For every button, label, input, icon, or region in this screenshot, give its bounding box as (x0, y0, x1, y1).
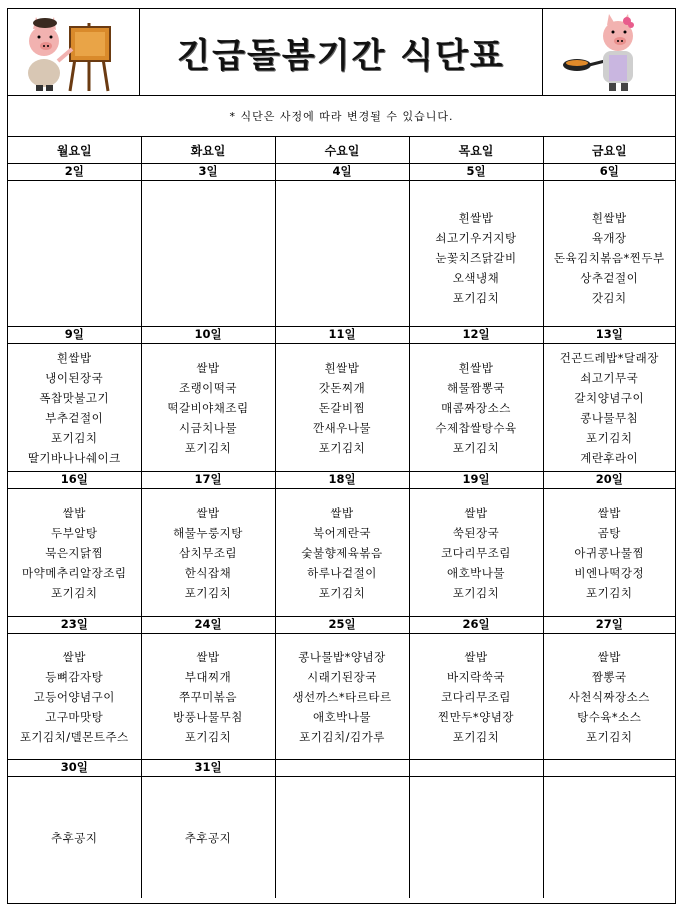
menu-item: 추후공지 (51, 830, 98, 845)
date-cell (543, 760, 675, 777)
menu-item: 탕수육*소스 (577, 709, 642, 724)
menu-cell (141, 777, 275, 899)
menu-cell (141, 344, 275, 472)
menu-item: 부추겉절이 (45, 410, 104, 425)
pig-chef-icon (543, 9, 675, 95)
menu-item: 쌀밥 (62, 505, 86, 520)
menu-item: 삼치무조림 (178, 545, 238, 560)
menu-item: 비엔나떡강정 (574, 565, 645, 580)
menu-item: 북어계란국 (312, 525, 372, 540)
menu-cell (409, 344, 543, 472)
menu-item: 해물짬뽕국 (446, 380, 506, 395)
meal-calendar (8, 137, 675, 898)
menu-item: 포기김치 (586, 430, 633, 445)
menu-item: 쌀밥 (196, 649, 220, 664)
menu-cell (141, 489, 275, 617)
meal-plan-sheet (7, 8, 676, 904)
menu-item: 곰탕 (597, 525, 621, 540)
menu-item: 쑥된장국 (452, 525, 500, 540)
date-cell: 2일 (8, 164, 141, 181)
menu-item: 포기김치/김가루 (299, 729, 385, 744)
menu-item: 포기김치 (51, 430, 98, 445)
menu-item: 코다리무조림 (441, 545, 511, 560)
menu-item: 냉이된장국 (45, 370, 104, 385)
weekday-tue: 화요일 (141, 137, 275, 164)
menu-item: 등뼈감자탕 (45, 669, 104, 684)
menu-item: 눈꽃치즈닭갈비 (435, 250, 517, 265)
menu-cell (8, 344, 141, 472)
date-cell: 12일 (409, 327, 543, 344)
menu-item: 쌀밥 (464, 505, 488, 520)
menu-item: 포기김치/델몬트주스 (19, 729, 129, 744)
menu-item: 포기김치 (586, 585, 633, 600)
weekday-thu: 목요일 (409, 137, 543, 164)
menu-item: 갈치양념구이 (574, 390, 645, 405)
menu-cell (275, 777, 409, 899)
menu-item: 포기김치 (318, 585, 366, 600)
menu-item: 부대찌개 (184, 669, 232, 684)
menu-item: 흰쌀밥 (458, 360, 494, 375)
date-cell: 31일 (141, 760, 275, 777)
date-cell: 3일 (141, 164, 275, 181)
menu-item: 조랭이떡국 (178, 380, 238, 395)
menu-cell (8, 777, 141, 899)
menu-cell (275, 344, 409, 472)
menu-item: 하루나겉절이 (307, 565, 377, 580)
date-row (8, 472, 675, 489)
date-cell: 6일 (543, 164, 675, 181)
menu-item: 포기김치 (452, 729, 500, 744)
menu-item: 시래기된장국 (307, 669, 377, 684)
menu-item: 쌀밥 (196, 360, 220, 375)
date-cell: 26일 (409, 617, 543, 634)
page-title: 긴급돌봄기간 식단표 (177, 35, 505, 76)
menu-item: 사천식짜장소스 (568, 689, 650, 704)
menu-item: 폭찹맛불고기 (39, 390, 110, 405)
menu-item: 흰쌀밥 (324, 360, 360, 375)
menu-item: 쌀밥 (196, 505, 220, 520)
menu-item: 상추겉절이 (580, 270, 639, 285)
menu-row (8, 489, 675, 617)
menu-item: 쌀밥 (62, 649, 86, 664)
menu-item: 쌀밥 (464, 649, 488, 664)
menu-item: 매콤짜장소스 (441, 400, 511, 415)
menu-item: 아귀콩나물찜 (574, 545, 645, 560)
menu-item: 고등어양념구이 (33, 689, 115, 704)
menu-row (8, 634, 675, 760)
menu-item: 포기김치 (586, 729, 633, 744)
menu-item: 갓돈찌개 (318, 380, 366, 395)
menu-item: 애호박나물 (446, 565, 506, 580)
date-cell: 27일 (543, 617, 675, 634)
menu-item: 떡갈비야채조림 (167, 400, 249, 415)
menu-row (8, 181, 675, 327)
menu-cell (8, 634, 141, 760)
menu-cell (8, 489, 141, 617)
menu-item: 짬뽕국 (591, 669, 627, 684)
header (8, 9, 675, 96)
menu-item: 흰쌀밥 (56, 350, 92, 365)
pig-painter-icon (8, 9, 139, 95)
date-row (8, 327, 675, 344)
date-cell: 4일 (275, 164, 409, 181)
menu-cell (543, 777, 675, 899)
date-cell: 5일 (409, 164, 543, 181)
weekday-fri: 금요일 (543, 137, 675, 164)
date-row (8, 164, 675, 181)
menu-cell (543, 489, 675, 617)
weekday-header-row (8, 137, 675, 164)
date-cell: 19일 (409, 472, 543, 489)
date-cell: 18일 (275, 472, 409, 489)
menu-item: 추후공지 (184, 830, 232, 845)
menu-item: 생선까스*타르타르 (292, 689, 392, 704)
menu-item: 쌀밥 (597, 505, 621, 520)
menu-item: 수제찹쌀탕수육 (435, 420, 517, 435)
date-row (8, 760, 675, 777)
date-cell: 11일 (275, 327, 409, 344)
menu-item: 쇠고기무국 (580, 370, 639, 385)
menu-item: 깐새우나물 (312, 420, 372, 435)
menu-item: 바지락쑥국 (446, 669, 506, 684)
menu-item: 쌀밥 (330, 505, 354, 520)
menu-item: 흰쌀밥 (458, 210, 494, 225)
menu-item: 콩나물무침 (580, 410, 639, 425)
menu-cell (275, 634, 409, 760)
date-cell: 9일 (8, 327, 141, 344)
weekday-mon: 월요일 (8, 137, 141, 164)
date-cell: 25일 (275, 617, 409, 634)
menu-cell (275, 181, 409, 327)
menu-item: 오색냉채 (452, 270, 500, 285)
date-cell: 24일 (141, 617, 275, 634)
menu-item: 포기김치 (318, 440, 366, 455)
menu-cell (409, 181, 543, 327)
menu-item: 시금치나물 (178, 420, 238, 435)
menu-item: 계란후라이 (580, 450, 639, 465)
menu-item: 포기김치 (452, 440, 500, 455)
date-cell: 13일 (543, 327, 675, 344)
menu-item: 두부알탕 (51, 525, 98, 540)
pig-chef-illustration (542, 9, 675, 95)
menu-item: 해물누룽지탕 (173, 525, 243, 540)
date-cell: 30일 (8, 760, 141, 777)
pig-painter-illustration (8, 9, 140, 95)
menu-item: 포기김치 (184, 440, 232, 455)
menu-item: 포기김치 (452, 290, 500, 305)
menu-item: 갓김치 (591, 290, 627, 305)
date-cell (409, 760, 543, 777)
menu-item: 포기김치 (184, 585, 232, 600)
menu-item: 딸기바나나쉐이크 (27, 450, 121, 465)
menu-item: 흰쌀밥 (591, 210, 627, 225)
menu-item: 찐만두*양념장 (438, 709, 514, 724)
menu-cell (409, 489, 543, 617)
menu-item: 돈갈비찜 (318, 400, 366, 415)
menu-item: 방풍나물무침 (173, 709, 243, 724)
date-cell: 23일 (8, 617, 141, 634)
weekday-wed: 수요일 (275, 137, 409, 164)
date-cell: 17일 (141, 472, 275, 489)
menu-cell (409, 777, 543, 899)
menu-cell (275, 489, 409, 617)
menu-cell (8, 181, 141, 327)
menu-item: 포기김치 (51, 585, 98, 600)
date-cell: 16일 (8, 472, 141, 489)
menu-item: 쌀밥 (597, 649, 621, 664)
date-cell: 10일 (141, 327, 275, 344)
menu-item: 쇠고기우거지탕 (435, 230, 517, 245)
menu-cell (141, 181, 275, 327)
menu-row (8, 344, 675, 472)
menu-item: 콩나물밥*양념장 (298, 649, 386, 664)
menu-cell (543, 634, 675, 760)
menu-item: 육개장 (591, 230, 627, 245)
date-row (8, 617, 675, 634)
menu-item: 코다리무조림 (441, 689, 511, 704)
menu-item: 애호박나물 (312, 709, 372, 724)
menu-cell (409, 634, 543, 760)
menu-cell (141, 634, 275, 760)
menu-item: 포기김치 (452, 585, 500, 600)
menu-item: 포기김치 (184, 729, 232, 744)
menu-item: 한식잡채 (184, 565, 232, 580)
menu-item: 고구마맛탕 (45, 709, 104, 724)
menu-cell (543, 344, 675, 472)
date-cell (275, 760, 409, 777)
menu-cell (543, 181, 675, 327)
menu-item: 마약메추리알장조림 (22, 565, 127, 580)
menu-item: 돈육김치볶음*찐두부 (553, 250, 665, 265)
menu-row (8, 777, 675, 899)
menu-item: 숯불향제육볶음 (301, 545, 383, 560)
menu-item: 쭈꾸미볶음 (178, 689, 238, 704)
notice-text: * 식단은 사정에 따라 변경될 수 있습니다. (8, 96, 675, 137)
menu-item: 건곤드레밥*달래장 (559, 350, 659, 365)
menu-item: 묵은지닭찜 (45, 545, 104, 560)
date-cell: 20일 (543, 472, 675, 489)
